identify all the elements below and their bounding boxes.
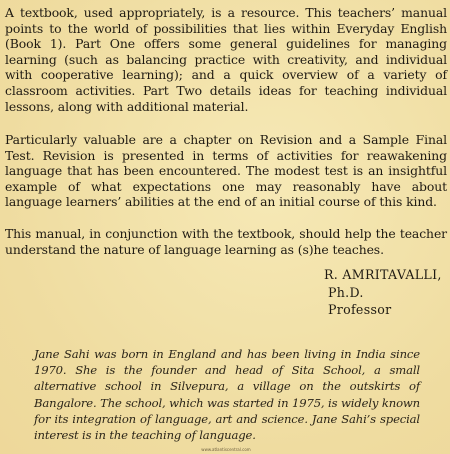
review-paragraph-3: This manual, in conjunction with the textbook, should help the teacher understand the nature of language learning as (s)he teaches. [5,226,447,257]
reviewer-signature [324,266,442,319]
footer-watermark: www.atlantiscentral.com [201,447,251,452]
review-paragraph-2: Particularly valuable are a chapter on Revision and a Sample Final Test. Revision is presented in terms of activities for reawakening language that has been encountered. The modest test is an insightful example of what expectations one may reasonably have about language learners’ abilities at the end of an initial course of this kind. [5,132,447,210]
reviewer-degree: Ph.D. [328,284,364,300]
review-paragraph-1: A textbook, used appropriately, is a resource. This teachers’ manual points to the world of possibilities that lies within Everyday English (Book 1). Part One offers some general guidelines for managing learning (such as balancing practice with creativity, and individual with cooperative learning); and a quick overview of a variety of classroom activities. Part Two details ideas for teaching individual lessons, along with additional material. [5,5,447,114]
author-bio: Jane Sahi was born in England and has been living in India since 1970. She is the founder and head of Sita School, a small alternative school in Silvepura, a village on the outskirts of Bangalore. The school, which was started in 1975, is widely known for its integration of language, art and science. Jane Sahi’s special interest is in the teaching of language. [34,347,420,443]
reviewer-title: Professor [328,302,392,317]
reviewer-name: R. AMRITAVALLI, [324,267,442,282]
